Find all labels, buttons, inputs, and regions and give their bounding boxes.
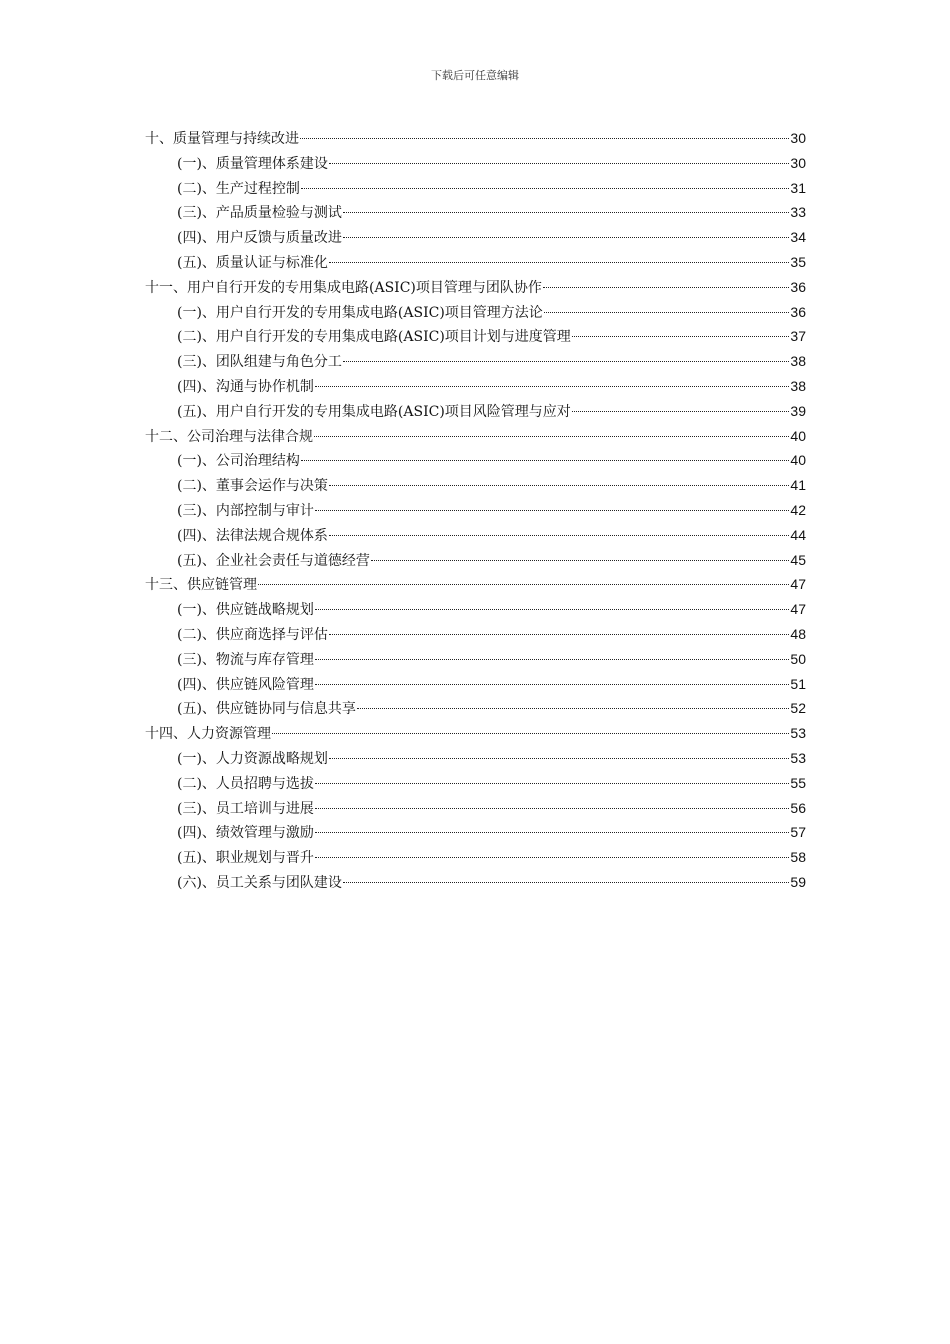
toc-dot-leader — [329, 262, 789, 263]
toc-dot-leader — [329, 634, 789, 635]
toc-dot-leader — [343, 361, 789, 362]
toc-page-number: 30 — [790, 130, 806, 146]
toc-page-number: 36 — [790, 303, 806, 320]
toc-entry-title: (二)、人员招聘与选拔 — [177, 775, 314, 792]
toc-section-entry[interactable] — [145, 771, 806, 796]
toc-section-entry[interactable] — [145, 300, 806, 325]
toc-section-entry[interactable] — [145, 597, 806, 622]
toc-dot-leader — [315, 659, 789, 660]
toc-entry-title: (三)、员工培训与进展 — [177, 800, 314, 817]
toc-dot-leader — [315, 783, 789, 784]
toc-section-entry[interactable] — [145, 548, 806, 573]
toc-page-number: 45 — [790, 551, 806, 568]
toc-entry-title: (一)、质量管理体系建设 — [177, 155, 328, 172]
toc-section-entry[interactable] — [145, 622, 806, 647]
toc-page-number: 31 — [790, 179, 806, 196]
toc-page-number: 56 — [790, 799, 806, 816]
toc-page-number: 41 — [790, 477, 806, 494]
toc-page-number: 53 — [790, 725, 806, 742]
toc-entry-title: (五)、用户自行开发的专用集成电路(ASIC)项目风险管理与应对 — [177, 403, 571, 420]
toc-entry-title: (一)、公司治理结构 — [177, 453, 300, 470]
toc-dot-leader — [343, 212, 789, 213]
toc-section-entry[interactable] — [145, 324, 806, 349]
toc-page-number: 40 — [790, 427, 806, 444]
toc-page-number: 47 — [790, 601, 806, 618]
toc-dot-leader — [329, 758, 789, 759]
toc-section-entry[interactable] — [145, 696, 806, 721]
toc-page-number: 38 — [790, 377, 806, 394]
toc-section-entry[interactable] — [145, 399, 806, 424]
toc-section-entry[interactable] — [145, 176, 806, 201]
toc-page-number: 39 — [790, 402, 806, 419]
toc-entry-title: (一)、人力资源战略规划 — [177, 750, 328, 767]
toc-chapter-entry[interactable] — [145, 424, 806, 449]
toc-entry-title: (五)、质量认证与标准化 — [177, 254, 328, 271]
toc-page-number: 59 — [790, 873, 806, 890]
toc-dot-leader — [329, 535, 789, 536]
toc-entry-title: (四)、沟通与协作机制 — [177, 378, 314, 395]
toc-entry-title: (五)、企业社会责任与道德经营 — [177, 552, 370, 569]
toc-entry-title: (四)、用户反馈与质量改进 — [177, 230, 342, 247]
toc-dot-leader — [301, 188, 789, 189]
toc-entry-title: 十四、人力资源管理 — [145, 726, 271, 743]
toc-entry-title: (五)、职业规划与晋升 — [177, 850, 314, 867]
toc-dot-leader — [543, 287, 790, 288]
toc-page-number: 47 — [790, 576, 806, 593]
toc-page-number: 38 — [790, 353, 806, 370]
toc-section-entry[interactable] — [145, 374, 806, 399]
toc-entry-title: (三)、团队组建与角色分工 — [177, 354, 342, 371]
toc-page-number: 58 — [790, 849, 806, 866]
toc-section-entry[interactable] — [145, 349, 806, 374]
toc-dot-leader — [315, 832, 789, 833]
toc-dot-leader — [544, 312, 790, 313]
toc-chapter-entry[interactable] — [145, 126, 806, 151]
toc-dot-leader — [315, 808, 789, 809]
toc-page-number: 34 — [790, 229, 806, 246]
toc-entry-title: (一)、用户自行开发的专用集成电路(ASIC)项目管理方法论 — [177, 304, 543, 321]
table-of-contents — [145, 126, 806, 895]
toc-page-number: 30 — [790, 154, 806, 171]
toc-section-entry[interactable] — [145, 250, 806, 275]
toc-dot-leader — [272, 733, 789, 734]
toc-dot-leader — [357, 708, 789, 709]
toc-entry-title: (六)、员工关系与团队建设 — [177, 874, 342, 891]
toc-section-entry[interactable] — [145, 672, 806, 697]
toc-dot-leader — [314, 436, 789, 437]
toc-entry-title: (二)、董事会运作与决策 — [177, 478, 328, 495]
toc-page-number: 57 — [790, 824, 806, 841]
toc-page-number: 48 — [790, 625, 806, 642]
toc-dot-leader — [572, 336, 790, 337]
toc-entry-title: 十、质量管理与持续改进 — [145, 131, 299, 147]
toc-page-number: 55 — [790, 774, 806, 791]
toc-section-entry[interactable] — [145, 796, 806, 821]
toc-page-number: 35 — [790, 253, 806, 270]
toc-dot-leader — [301, 460, 789, 461]
toc-page-number: 42 — [790, 501, 806, 518]
toc-entry-title: (五)、供应链协同与信息共享 — [177, 701, 356, 718]
toc-entry-title: 十一、用户自行开发的专用集成电路(ASIC)项目管理与团队协作 — [145, 279, 542, 296]
toc-dot-leader — [315, 609, 789, 610]
toc-section-entry[interactable] — [145, 845, 806, 870]
toc-page-number: 36 — [790, 278, 806, 295]
toc-entry-title: (四)、法律法规合规体系 — [177, 527, 328, 544]
toc-section-entry[interactable] — [145, 200, 806, 225]
toc-dot-leader — [572, 411, 790, 412]
toc-entry-title: (二)、生产过程控制 — [177, 180, 300, 197]
toc-section-entry[interactable] — [145, 746, 806, 771]
toc-dot-leader — [315, 510, 789, 511]
toc-section-entry[interactable] — [145, 647, 806, 672]
toc-dot-leader — [258, 584, 789, 585]
toc-dot-leader — [315, 857, 789, 858]
toc-section-entry[interactable] — [145, 870, 806, 895]
toc-chapter-entry[interactable] — [145, 572, 806, 597]
toc-section-entry[interactable] — [145, 448, 806, 473]
toc-page-number: 50 — [790, 650, 806, 667]
toc-section-entry[interactable] — [145, 151, 806, 176]
toc-page-number: 53 — [790, 749, 806, 766]
toc-dot-leader — [300, 138, 789, 139]
toc-entry-title: (三)、产品质量检验与测试 — [177, 205, 342, 222]
toc-section-entry[interactable] — [145, 523, 806, 548]
toc-dot-leader — [343, 882, 789, 883]
toc-section-entry[interactable] — [145, 473, 806, 498]
toc-chapter-entry[interactable] — [145, 275, 806, 300]
toc-page-number: 37 — [790, 328, 806, 345]
toc-dot-leader — [315, 386, 789, 387]
toc-entry-title: (四)、绩效管理与激励 — [177, 825, 314, 842]
toc-page-number: 40 — [790, 452, 806, 469]
page-header: 下载后可任意编辑 — [431, 69, 519, 82]
toc-dot-leader — [343, 237, 789, 238]
toc-page-number: 51 — [790, 675, 806, 692]
toc-entry-title: (二)、供应商选择与评估 — [177, 626, 328, 643]
toc-page-number: 33 — [790, 204, 806, 221]
toc-page-number: 44 — [790, 526, 806, 543]
toc-dot-leader — [329, 163, 789, 164]
toc-section-entry[interactable] — [145, 498, 806, 523]
toc-entry-title: (三)、物流与库存管理 — [177, 651, 314, 668]
toc-section-entry[interactable] — [145, 820, 806, 845]
toc-entry-title: 十二、公司治理与法律合规 — [145, 428, 313, 445]
toc-chapter-entry[interactable] — [145, 721, 806, 746]
toc-dot-leader — [329, 485, 789, 486]
toc-entry-title: (三)、内部控制与审计 — [177, 502, 314, 519]
toc-section-entry[interactable] — [145, 225, 806, 250]
toc-dot-leader — [315, 684, 789, 685]
toc-entry-title: (二)、用户自行开发的专用集成电路(ASIC)项目计划与进度管理 — [177, 329, 571, 346]
toc-page-number: 52 — [790, 700, 806, 717]
toc-dot-leader — [371, 560, 789, 561]
toc-entry-title: 十三、供应链管理 — [145, 577, 257, 594]
toc-entry-title: (四)、供应链风险管理 — [177, 676, 314, 693]
toc-entry-title: (一)、供应链战略规划 — [177, 602, 314, 619]
